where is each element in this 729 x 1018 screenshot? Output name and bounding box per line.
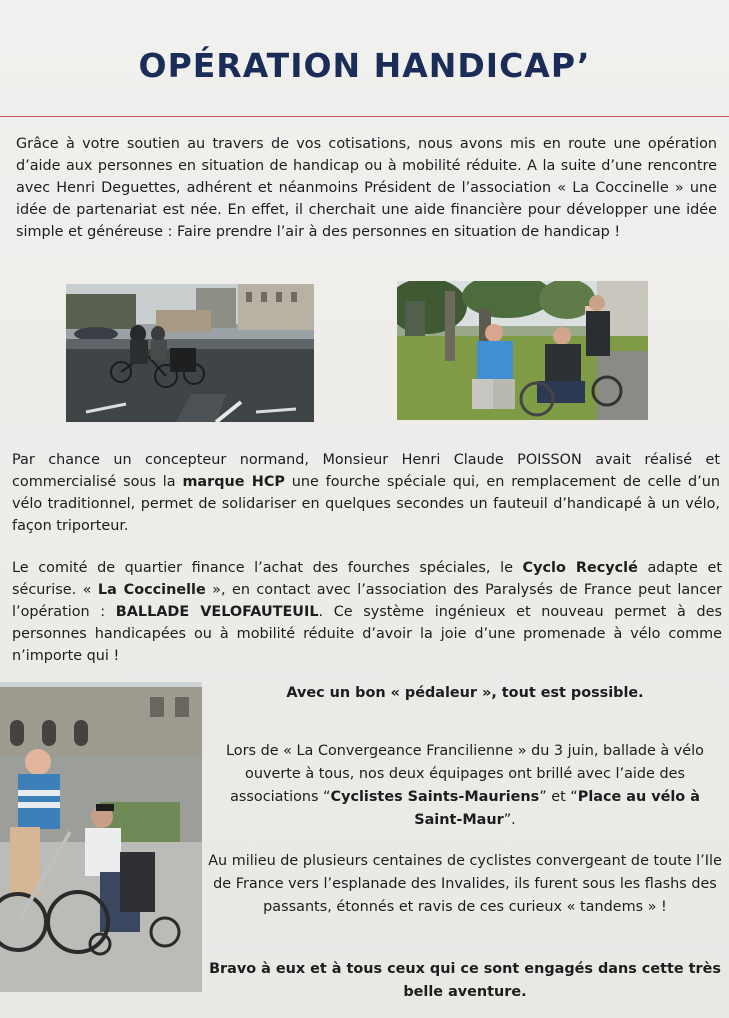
headline: Avec un bon « pédaleur », tout est possible. [286,685,644,701]
committee-paragraph [12,557,722,667]
photo-street-ride [66,284,314,422]
committee-text-a: Le comité de quartier finance l’achat des fourches spéciales, le [12,560,523,576]
coccinelle-name: La Coccinelle [97,582,206,598]
convergence-paragraph [205,740,725,832]
closing-paragraph: Bravo à eux et à tous ceux qui ce sont engagés dans cette très belle aventure. [209,961,721,1000]
committee-text-c: adapte et sécurise. « [12,560,722,598]
committee-text-e: », en contact avec l’association des Paralysés de France peut lancer l’opération : [12,582,722,620]
club-cyclistes: Cyclistes Saints-Mauriens [330,789,540,805]
photo-cyclist-wheelchair [0,682,202,992]
conv-text-a: Lors de « La Convergeance Francilienne » du 3 juin, ballade à vélo ouverte à tous, nos deux équipages ont brillé avec l’aide des associations “ [226,743,704,805]
hcp-text-c: une fourche spéciale qui, en remplacement de celle d’un vélo traditionnel, permet de solidariser en quelques secondes un fauteuil d’handicapé à un vélo, façon triporteur. [12,474,720,534]
hcp-text-a: Par chance un concepteur normand, Monsieur Henri Claude POISSON avait réalisé et commercialisé sous la [12,452,720,490]
cyclo-recycle: Cyclo Recyclé [522,560,638,576]
committee-text-g: . Ce système ingénieux et nouveau permet à des personnes handicapées ou à mobilité réduite d’avoir la joie d’une promenade à vélo comme n’importe qui ! [12,604,722,664]
hcp-paragraph [12,449,720,537]
operation-name: BALLADE VELOFAUTEUIL [115,604,319,620]
conv-text-c: ” et “ [539,789,578,805]
hcp-brand: marque HCP [182,474,285,490]
invalides-paragraph: Au milieu de plusieurs centaines de cyclistes convergeant de toute l’Ile de France vers l’esplanade des Invalides, ils furent sous les flashs des passants, étonnés et ravis de ces curieux « tandems » ! [208,853,722,915]
title-divider [0,116,729,117]
page-title: OPÉRATION HANDICAP’ [138,46,591,85]
conv-text-e: ”. [503,812,516,828]
club-place-au-velo: Place au vélo à Saint-Maur [414,789,700,828]
intro-paragraph: Grâce à votre soutien au travers de vos cotisations, nous avons mis en route une opération d’aide aux personnes en situation de handicap ou à mobilité réduite. A la suite d’une rencontre avec Henri Deguettes, adhérent et néanmoins Président de l’association « La Coccinelle » une idée de partenariat est née. En effet, il cherchait une aide financière pour développer une idée simple et généreuse : Faire prendre l’air à des personnes en situation de handicap ! [16,136,717,240]
photo-park-group [397,281,648,420]
